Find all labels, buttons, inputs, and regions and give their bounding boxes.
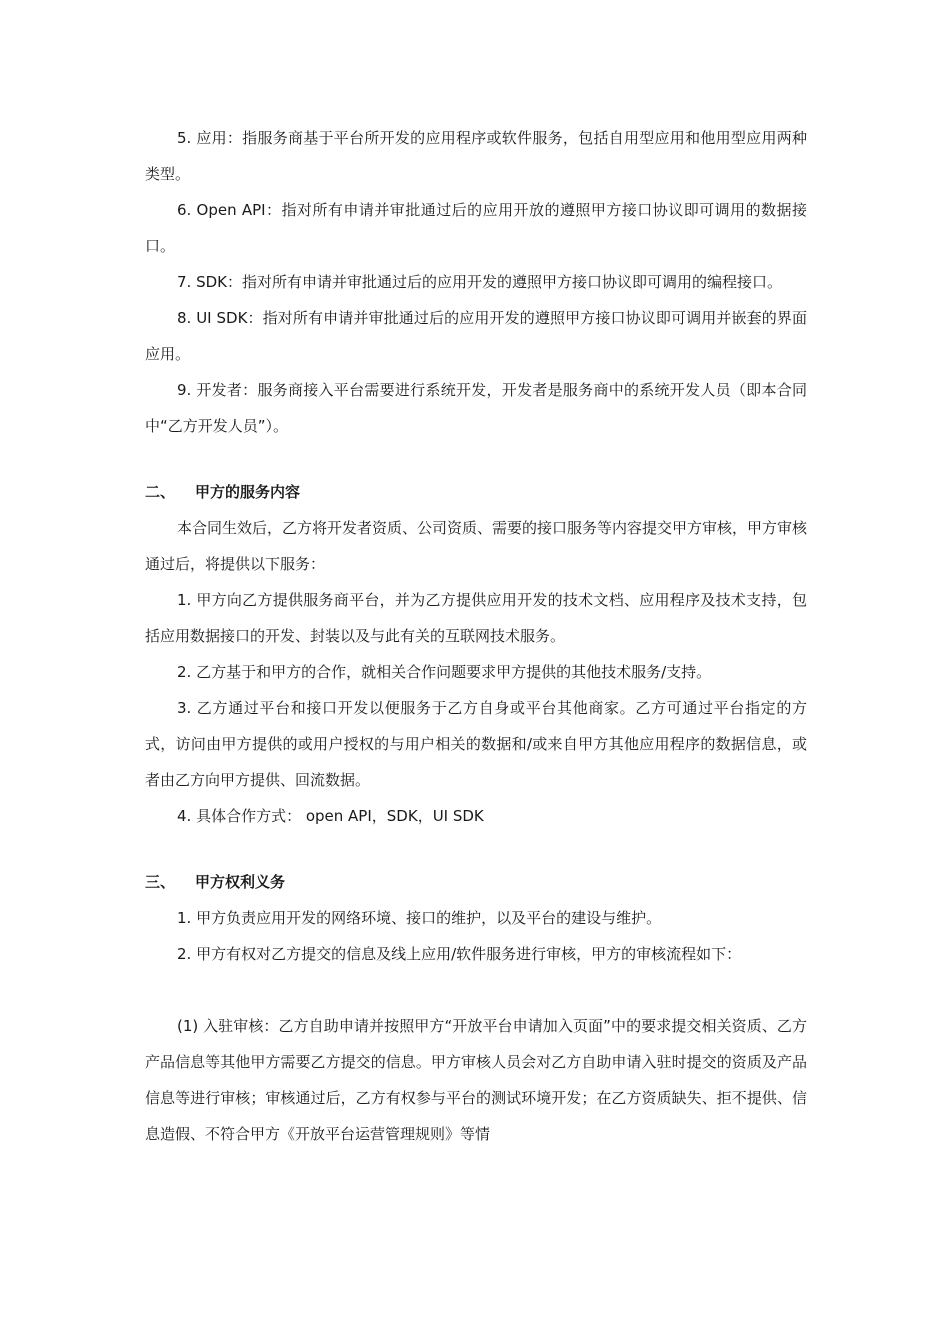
definition-5: 5. 应用：指服务商基于平台所开发的应用程序或软件服务，包括自用型应用和他用型应用两种类型。 bbox=[145, 129, 807, 183]
definition-8: 8. UI SDK：指对所有申请并审批通过后的应用开发的遵照甲方接口协议即可调用并嵌套的界面应用。 bbox=[145, 309, 807, 363]
section-3-item-2: 2. 甲方有权对乙方提交的信息及线上应用/软件服务进行审核，甲方的审核流程如下： bbox=[177, 945, 742, 963]
section-2-intro: 本合同生效后，乙方将开发者资质、公司资质、需要的接口服务等内容提交甲方审核，甲方审核通过后，将提供以下服务： bbox=[145, 519, 808, 573]
section-2-heading bbox=[145, 474, 807, 510]
section-2-item-3: 3. 乙方通过平台和接口开发以便服务于乙方自身或平台其他商家。乙方可通过平台指定的方式，访问由甲方提供的或用户授权的与用户相关的数据和/或来自甲方其他应用程序的数据信息，或者由乙方向甲方提供、回流数据。 bbox=[145, 699, 807, 789]
section-3-heading bbox=[145, 864, 807, 900]
section-3-number: 三、 bbox=[145, 873, 176, 891]
section-3-title: 甲方权利义务 bbox=[195, 873, 286, 891]
document-page bbox=[145, 120, 807, 1152]
section-spacer bbox=[145, 834, 807, 864]
definition-9: 9. 开发者：服务商接入平台需要进行系统开发，开发者是服务商中的系统开发人员（即本合同中“乙方开发人员”）。 bbox=[145, 381, 807, 435]
section-3-sub-item-1: (1) 入驻审核：乙方自助申请并按照甲方“开放平台申请加入页面”中的要求提交相关资质、乙方产品信息等其他甲方需要乙方提交的信息。甲方审核人员会对乙方自助申请入驻时提交的资质及产品信息等进行审核；审核通过后，乙方有权参与平台的测试环境开发；在乙方资质缺失、拒不提供、信息造假、不符合甲方《开放平台运营管理规则》等情 bbox=[145, 1017, 807, 1143]
section-2-number: 二、 bbox=[145, 483, 176, 501]
section-2-item-4: 4. 具体合作方式： open API，SDK，UI SDK bbox=[177, 807, 484, 825]
section-2-title: 甲方的服务内容 bbox=[195, 483, 301, 501]
section-spacer bbox=[145, 444, 807, 474]
section-2-item-1: 1. 甲方向乙方提供服务商平台，并为乙方提供应用开发的技术文档、应用程序及技术支持，包括应用数据接口的开发、封装以及与此有关的互联网技术服务。 bbox=[145, 591, 807, 645]
definition-7: 7. SDK：指对所有申请并审批通过后的应用开发的遵照甲方接口协议即可调用的编程接口。 bbox=[177, 273, 782, 291]
section-3-item-1: 1. 甲方负责应用开发的网络环境、接口的维护，以及平台的建设与维护。 bbox=[177, 909, 662, 927]
definition-6: 6. Open API：指对所有申请并审批通过后的应用开放的遵照甲方接口协议即可调用的数据接口。 bbox=[145, 201, 807, 255]
section-2-item-2: 2. 乙方基于和甲方的合作，就相关合作问题要求甲方提供的其他技术服务/支持。 bbox=[177, 663, 712, 681]
section-spacer bbox=[145, 972, 807, 1008]
